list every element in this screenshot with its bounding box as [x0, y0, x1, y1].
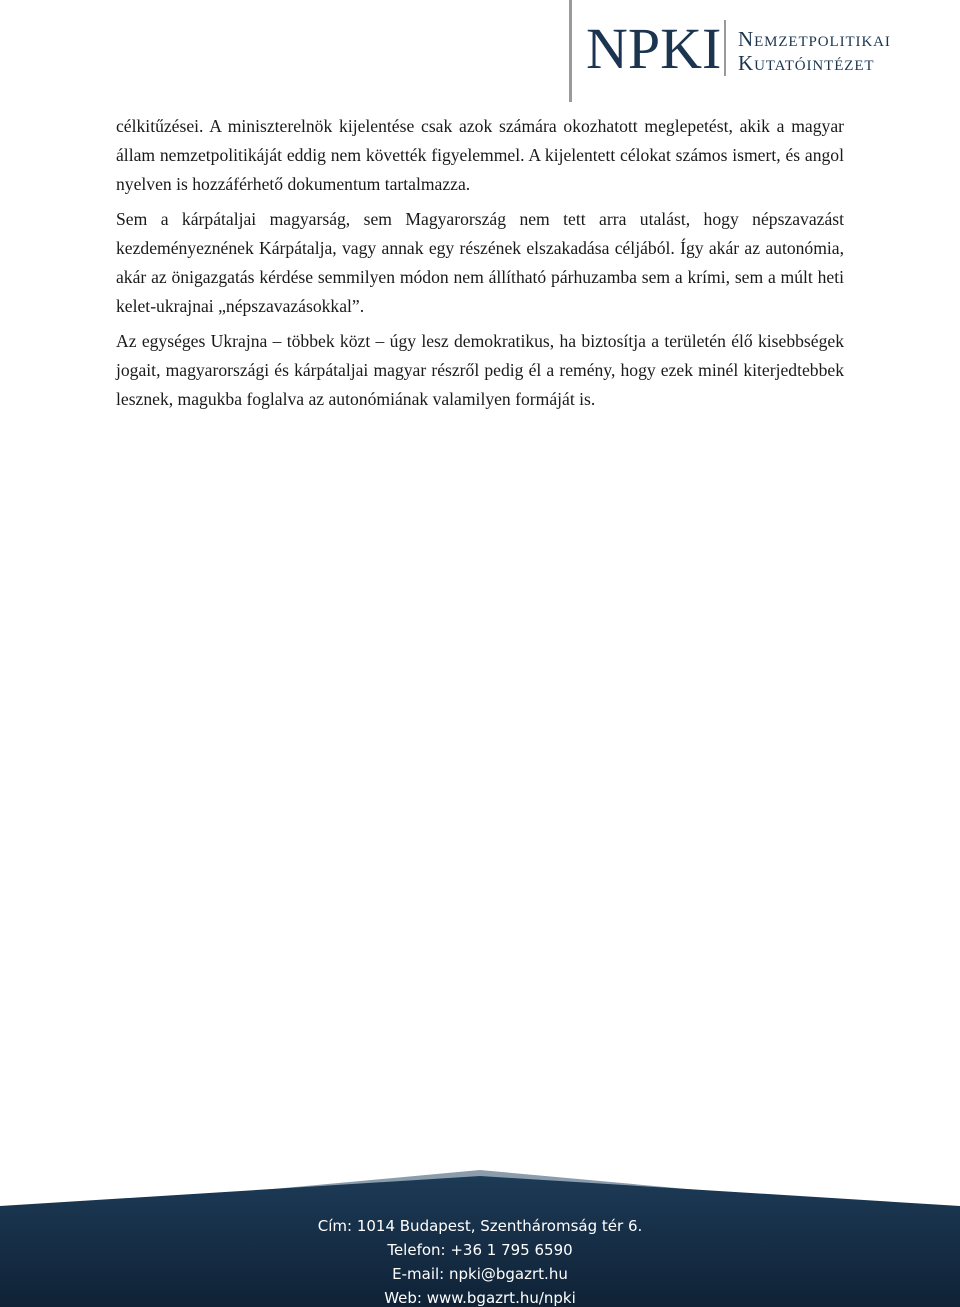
footer-phone: Telefon: +36 1 795 6590 [387, 1241, 573, 1259]
paragraph-3: Az egységes Ukrajna – többek közt – úgy lesz demokratikus, ha biztosítja a területén élő kisebbségek jogait, magyarországi és kárpátaljai magyar részről pedig él a remény, hogy ezek minél kiterjedtebbek lesznek, magukba foglalva az autonómiának valamilyen formáját is. [116, 331, 844, 409]
paragraph-2: Sem a kárpátaljai magyarság, sem Magyarország nem tett arra utalást, hogy népszavazást kezdeményeznének Kárpátalja, vagy annak egy részének elszakadása céljából. Így akár az autonómia, akár az önigazgatás kérdése semmilyen módon nem állítható párhuzamba sem a krími, sem a múlt heti kelet-ukrajnai „népszavazásokkal”. [116, 209, 844, 316]
document-body [116, 112, 844, 420]
logo-name-line-1: Nemzetpolitikai [738, 27, 891, 51]
logo-vertical-bar [569, 0, 572, 102]
footer-contact [0, 1214, 960, 1307]
footer-web[interactable]: Web: www.bgazrt.hu/npki [384, 1289, 576, 1307]
footer-email[interactable]: E-mail: npki@bgazrt.hu [392, 1265, 568, 1283]
logo-divider [724, 20, 726, 76]
logo-mark: NPKI [586, 16, 722, 81]
page-footer [0, 1170, 960, 1307]
logo-name-line-2: Kutatóintézet [738, 51, 875, 75]
paragraph-1: célkitűzései. A miniszterelnök kijelentése csak azok számára okozhatott meglepetést, akik a magyar állam nemzetpolitikáját eddig nem követték figyelemmel. A kijelentett célokat számos ismert, és angol nyelven is hozzáférhető dokumentum tartalmazza. [116, 116, 844, 194]
footer-address: Cím: 1014 Budapest, Szentháromság tér 6. [317, 1217, 643, 1235]
logo-institute-name [738, 27, 891, 75]
npki-logo [566, 0, 960, 102]
